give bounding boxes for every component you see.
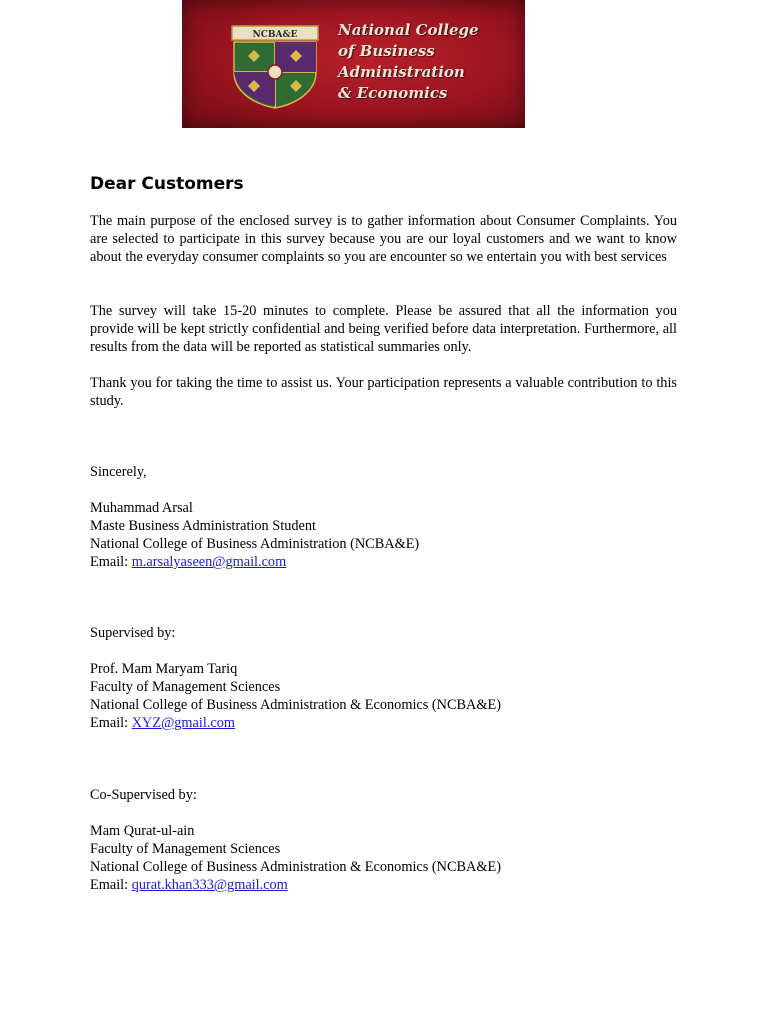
author-name: Muhammad Arsal [90, 500, 193, 516]
institution-name [338, 20, 518, 104]
crest-text: NCBA&E [252, 30, 298, 40]
author-email-row [90, 553, 286, 571]
email-label: Email: [90, 715, 132, 731]
supervisor-institution: National College of Business Administration & Economics (NCBA&E) [90, 697, 501, 713]
author-institution: National College of Business Administration (NCBA&E) [90, 536, 420, 552]
co-supervisor-faculty: Faculty of Management Sciences [90, 841, 281, 857]
supervisor-name: Prof. Mam Maryam Tariq [90, 661, 238, 677]
institution-name-line: & Economics [338, 84, 448, 102]
letter-greeting: Dear Customers [90, 174, 244, 194]
email-label: Email: [90, 877, 132, 893]
institution-name-line: Administration [338, 63, 465, 81]
crest-logo [230, 24, 320, 110]
supervisor-email-row [90, 714, 235, 732]
author-title: Maste Business Administration Student [90, 518, 316, 534]
institution-banner [182, 0, 525, 128]
institution-name-line: National College [338, 21, 479, 39]
supervisor-heading: Supervised by: [90, 625, 176, 641]
supervisor-email-link[interactable]: XYZ@gmail.com [131, 715, 235, 731]
co-supervisor-institution: National College of Business Administration & Economics (NCBA&E) [90, 859, 501, 875]
co-supervisor-heading: Co-Supervised by: [90, 787, 197, 803]
closing: Sincerely, [90, 464, 147, 480]
supervisor-faculty: Faculty of Management Sciences [90, 679, 281, 695]
email-label: Email: [90, 554, 132, 570]
confidentiality-paragraph: The survey will take 15-20 minutes to complete. Please be assured that all the information you provide will be kept strictly confidential and being verified before data interpretation. Furthermore, all results from the data will be reported as statistical summaries only. [90, 303, 677, 355]
co-supervisor-email-link[interactable]: qurat.khan333@gmail.com [131, 877, 288, 893]
intro-paragraph: The main purpose of the enclosed survey is to gather information about Consumer Complaints. You are selected to participate in this survey because you are our loyal customers and we want to know about the everyday consumer complaints so you are encounter so we entertain you with best services [90, 213, 677, 265]
co-supervisor-email-row [90, 876, 288, 894]
co-supervisor-name: Mam Qurat-ul-ain [90, 823, 195, 839]
thanks-paragraph: Thank you for taking the time to assist us. Your participation represents a valuable contribution to this study. [90, 375, 677, 409]
author-email-link[interactable]: m.arsalyaseen@gmail.com [131, 554, 287, 570]
institution-name-line: of Business [338, 42, 435, 60]
